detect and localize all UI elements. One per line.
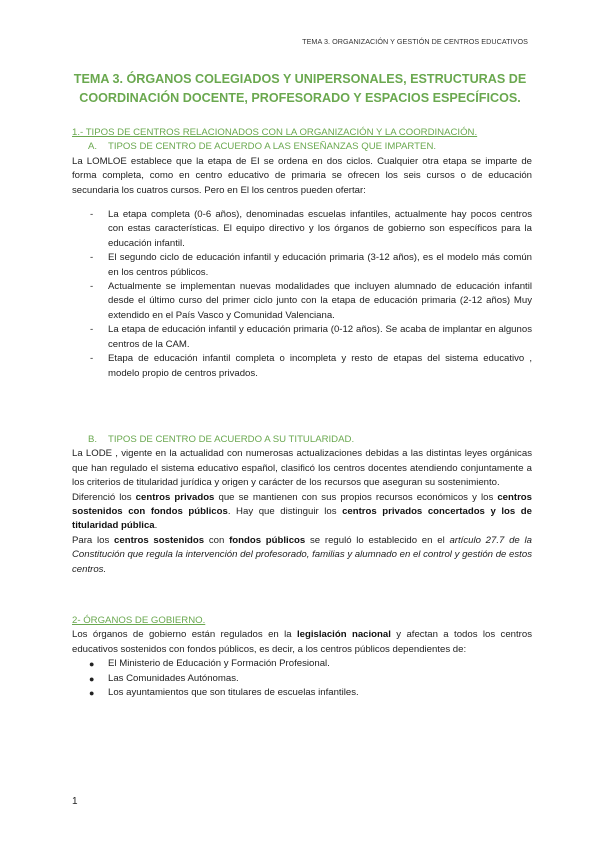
dot-bullet: ● (89, 673, 95, 684)
subsection-b-marker: B. (88, 434, 98, 445)
document-title (72, 70, 528, 108)
section-1 (72, 126, 532, 381)
list-item: - Actualmente se implementan nuevas modalidades que incluyen alumnado de educación infantil desde el último curso del primer ciclo junto con la etapa de educación primaria (2-12 años) Muy extendido en el País Vasco y Comunidad Valenciana. (90, 281, 532, 321)
subsection-b-label: TIPOS DE CENTRO DE ACUERDO A SU TITULARIDAD. (108, 434, 355, 445)
governing-bodies-paragraph: Los órganos de gobierno están regulados en la legislación nacional y afectan a todos los centros educativos sostenidos con fondos públicos, es decir, a los centros públicos dependientes de: (72, 629, 532, 655)
private-centers-paragraph: Diferenció los centros privados que se mantienen con sus propios recursos económicos y los centros sostenidos con fondos públicos. Hay que distinguir los centros privados concertados y los de titularidad pública. (72, 491, 532, 532)
dash-bullet: - (90, 209, 94, 221)
subsection-b-heading (72, 433, 532, 447)
dependent-institutions-list (72, 657, 532, 700)
center-types-list (72, 208, 532, 381)
subsection-a-intro: La LOMLOE establece que la etapa de EI se ordena en dos ciclos. Cualquier otra etapa se imparte de forma completa, como en centro educativo de primaria se ofrecen los seis cursos o de educación secundaria los cuatros cursos. Pero en El los centros pueden ofertar: (72, 155, 532, 196)
list-item: ● Los ayuntamientos que son titulares de escuelas infantiles. (72, 686, 532, 700)
list-item: - La etapa de educación infantil y educación primaria (0-12 años). Se acaba de implantar en algunos centros de la CAM. (90, 324, 532, 350)
dash-bullet: - (90, 252, 94, 264)
constitution-paragraph: Para los centros sostenidos con fondos públicos se reguló lo establecido en el artículo 27.7 de la Constitución que regula la intervención del profesorado, familias y alumnado en el control y gestión de estos centros. (72, 534, 532, 575)
dash-bullet: - (90, 281, 94, 293)
list-item: - Etapa de educación infantil completa o incompleta y resto de etapas del sistema educativo , modelo propio de centros privados. (90, 353, 532, 379)
dot-bullet: ● (89, 659, 95, 670)
subsection-a-heading (72, 140, 532, 154)
document-title-line-2: COORDINACIÓN DOCENTE, PROFESORADO Y ESPACIOS ESPECÍFICOS. (79, 91, 521, 105)
section-2-heading: 2- ÓRGANOS DE GOBIERNO. (72, 615, 206, 626)
section-2 (72, 614, 532, 700)
list-item: ● Las Comunidades Autónomas. (72, 672, 532, 686)
document-title-line-1: TEMA 3. ÓRGANOS COLEGIADOS Y UNIPERSONALES, ESTRUCTURAS DE (73, 72, 527, 86)
lode-paragraph: La LODE , vigente en la actualidad con numerosas actualizaciones debidas a las distintas leyes orgánicas que han regulado el sistema educativo español, clasificó los centros docentes atendiendo conjuntamente a los criterios de titularidad jurídica y origen y carácter de los recursos que aseguran su sostenimiento. (72, 448, 532, 489)
dash-bullet: - (90, 353, 94, 365)
dot-bullet: ● (89, 688, 95, 699)
subsection-b (72, 433, 532, 577)
dash-bullet: - (90, 324, 94, 336)
subsection-a-marker: A. (88, 141, 98, 153)
page-number: 1 (72, 796, 78, 807)
subsection-a-label: TIPOS DE CENTRO DE ACUERDO A LAS ENSEÑANZAS QUE IMPARTEN. (108, 141, 437, 153)
list-item: - El segundo ciclo de educación infantil y educación primaria (3-12 años), es el modelo más común en los centros públicos. (90, 252, 532, 278)
list-item: - La etapa completa (0-6 años), denominadas escuelas infantiles, actualmente hay pocos centros con estas características. El equipo directivo y los órganos de gobierno son específicos para la educación infantil. (90, 209, 532, 249)
list-item: ● El Ministerio de Educación y Formación Profesional. (72, 657, 532, 671)
section-1-heading: 1.- TIPOS DE CENTROS RELACIONADOS CON LA ORGANIZACIÓN Y LA COORDINACIÓN. (72, 127, 478, 138)
running-header: TEMA 3. ORGANIZACIÓN Y GESTIÓN DE CENTROS EDUCATIVOS (302, 37, 528, 46)
